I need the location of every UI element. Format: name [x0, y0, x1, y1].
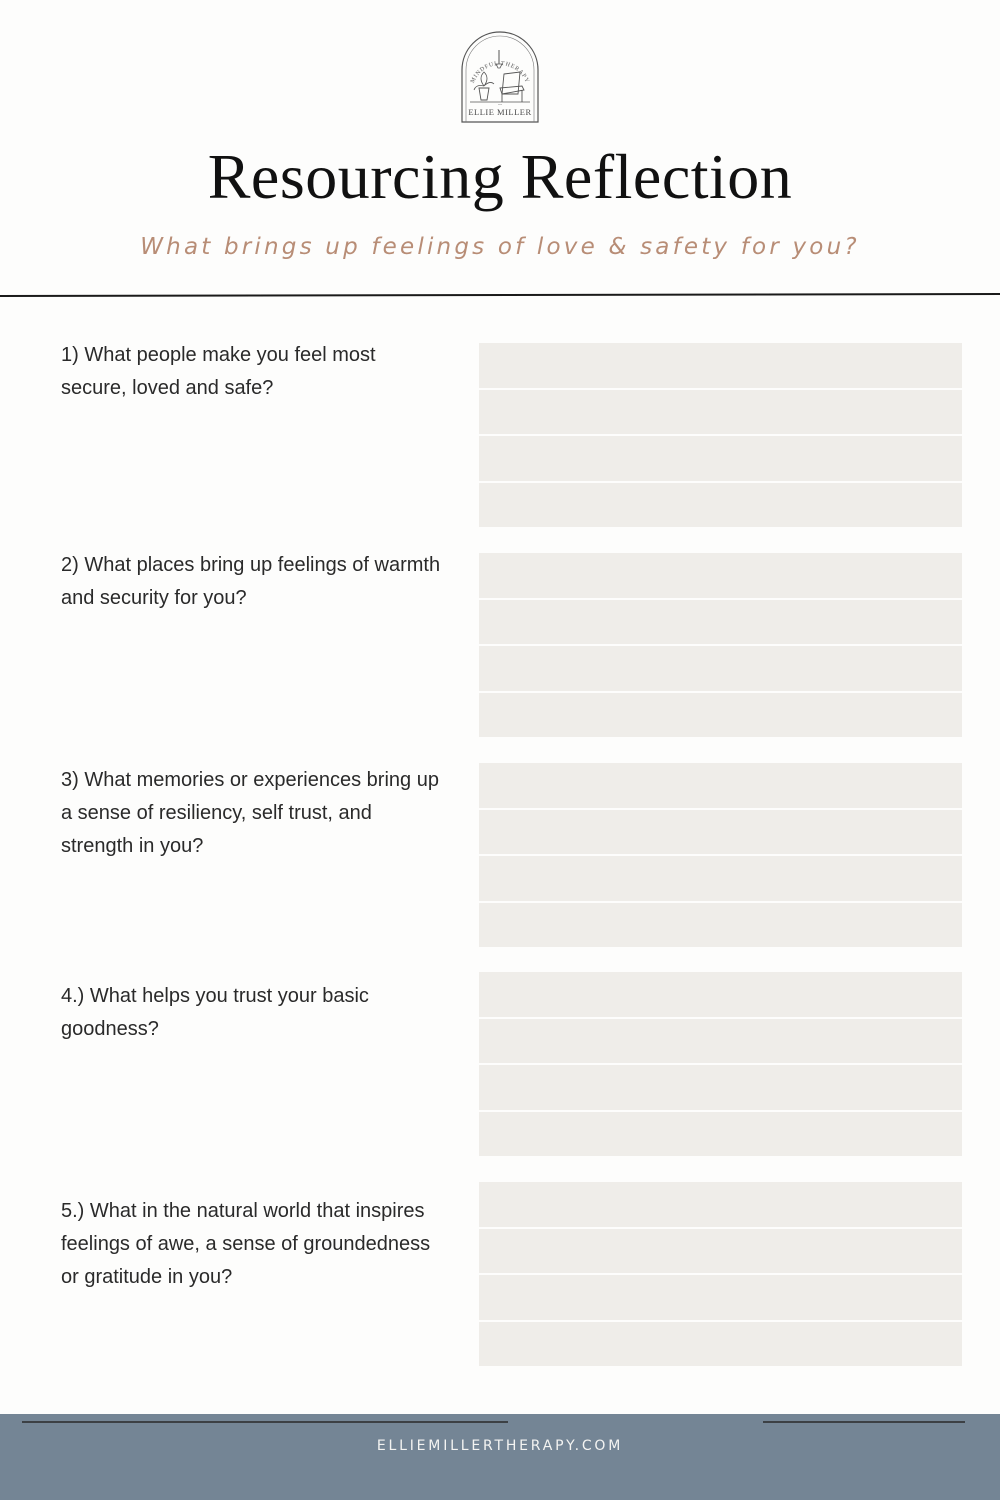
- answer-line[interactable]: [479, 646, 962, 693]
- footer-divider: [0, 1411, 1000, 1415]
- footer-bar: [0, 1414, 1000, 1500]
- question-2: 2) What places bring up feelings of warmth and security for you?: [61, 554, 441, 609]
- question-4: 4.) What helps you trust your basic goodness?: [61, 985, 369, 1040]
- answer-line[interactable]: [479, 1322, 962, 1367]
- answer-line[interactable]: [479, 856, 962, 903]
- answer-box-4[interactable]: [479, 972, 962, 1156]
- page-title: Resourcing Reflection: [207, 141, 793, 212]
- answer-line[interactable]: [479, 1182, 962, 1229]
- answer-line[interactable]: [479, 343, 962, 390]
- answer-line[interactable]: [479, 763, 962, 810]
- answer-box-3[interactable]: [479, 763, 962, 947]
- answer-box-2[interactable]: [479, 553, 962, 737]
- answer-box-5[interactable]: [479, 1182, 962, 1366]
- answer-line[interactable]: [479, 903, 962, 948]
- answer-line[interactable]: [479, 1019, 962, 1066]
- answer-line[interactable]: [479, 693, 962, 738]
- answer-line[interactable]: [479, 553, 962, 600]
- svg-text:~~: ~~: [497, 102, 503, 107]
- answer-line[interactable]: [479, 600, 962, 647]
- answer-line[interactable]: [479, 1275, 962, 1322]
- answer-line[interactable]: [479, 1229, 962, 1276]
- answer-line[interactable]: [479, 436, 962, 483]
- question-3: 3) What memories or experiences bring up a sense of resiliency, self trust, and strength in you?: [61, 769, 439, 857]
- answer-line[interactable]: [479, 972, 962, 1019]
- logo-name: ELLIE MILLER: [468, 107, 532, 117]
- svg-text:MINDFUL THERAPY: MINDFUL THERAPY: [469, 60, 531, 85]
- footer-website-link[interactable]: ELLIEMILLERTHERAPY.COM: [376, 1438, 624, 1454]
- header-divider: [0, 293, 1000, 296]
- answer-line[interactable]: [479, 483, 962, 528]
- brand-logo: [460, 30, 540, 124]
- answer-line[interactable]: [479, 1065, 962, 1112]
- answer-line[interactable]: [479, 810, 962, 857]
- answer-line[interactable]: [479, 1112, 962, 1157]
- answer-box-1[interactable]: [479, 343, 962, 527]
- page-subtitle: What brings up feelings of love & safety for you?: [140, 234, 860, 260]
- question-5: 5.) What in the natural world that inspires feelings of awe, a sense of groundedness or gratitude in you?: [61, 1200, 431, 1288]
- question-1: 1) What people make you feel most secure, loved and safe?: [61, 344, 376, 399]
- answer-line[interactable]: [479, 390, 962, 437]
